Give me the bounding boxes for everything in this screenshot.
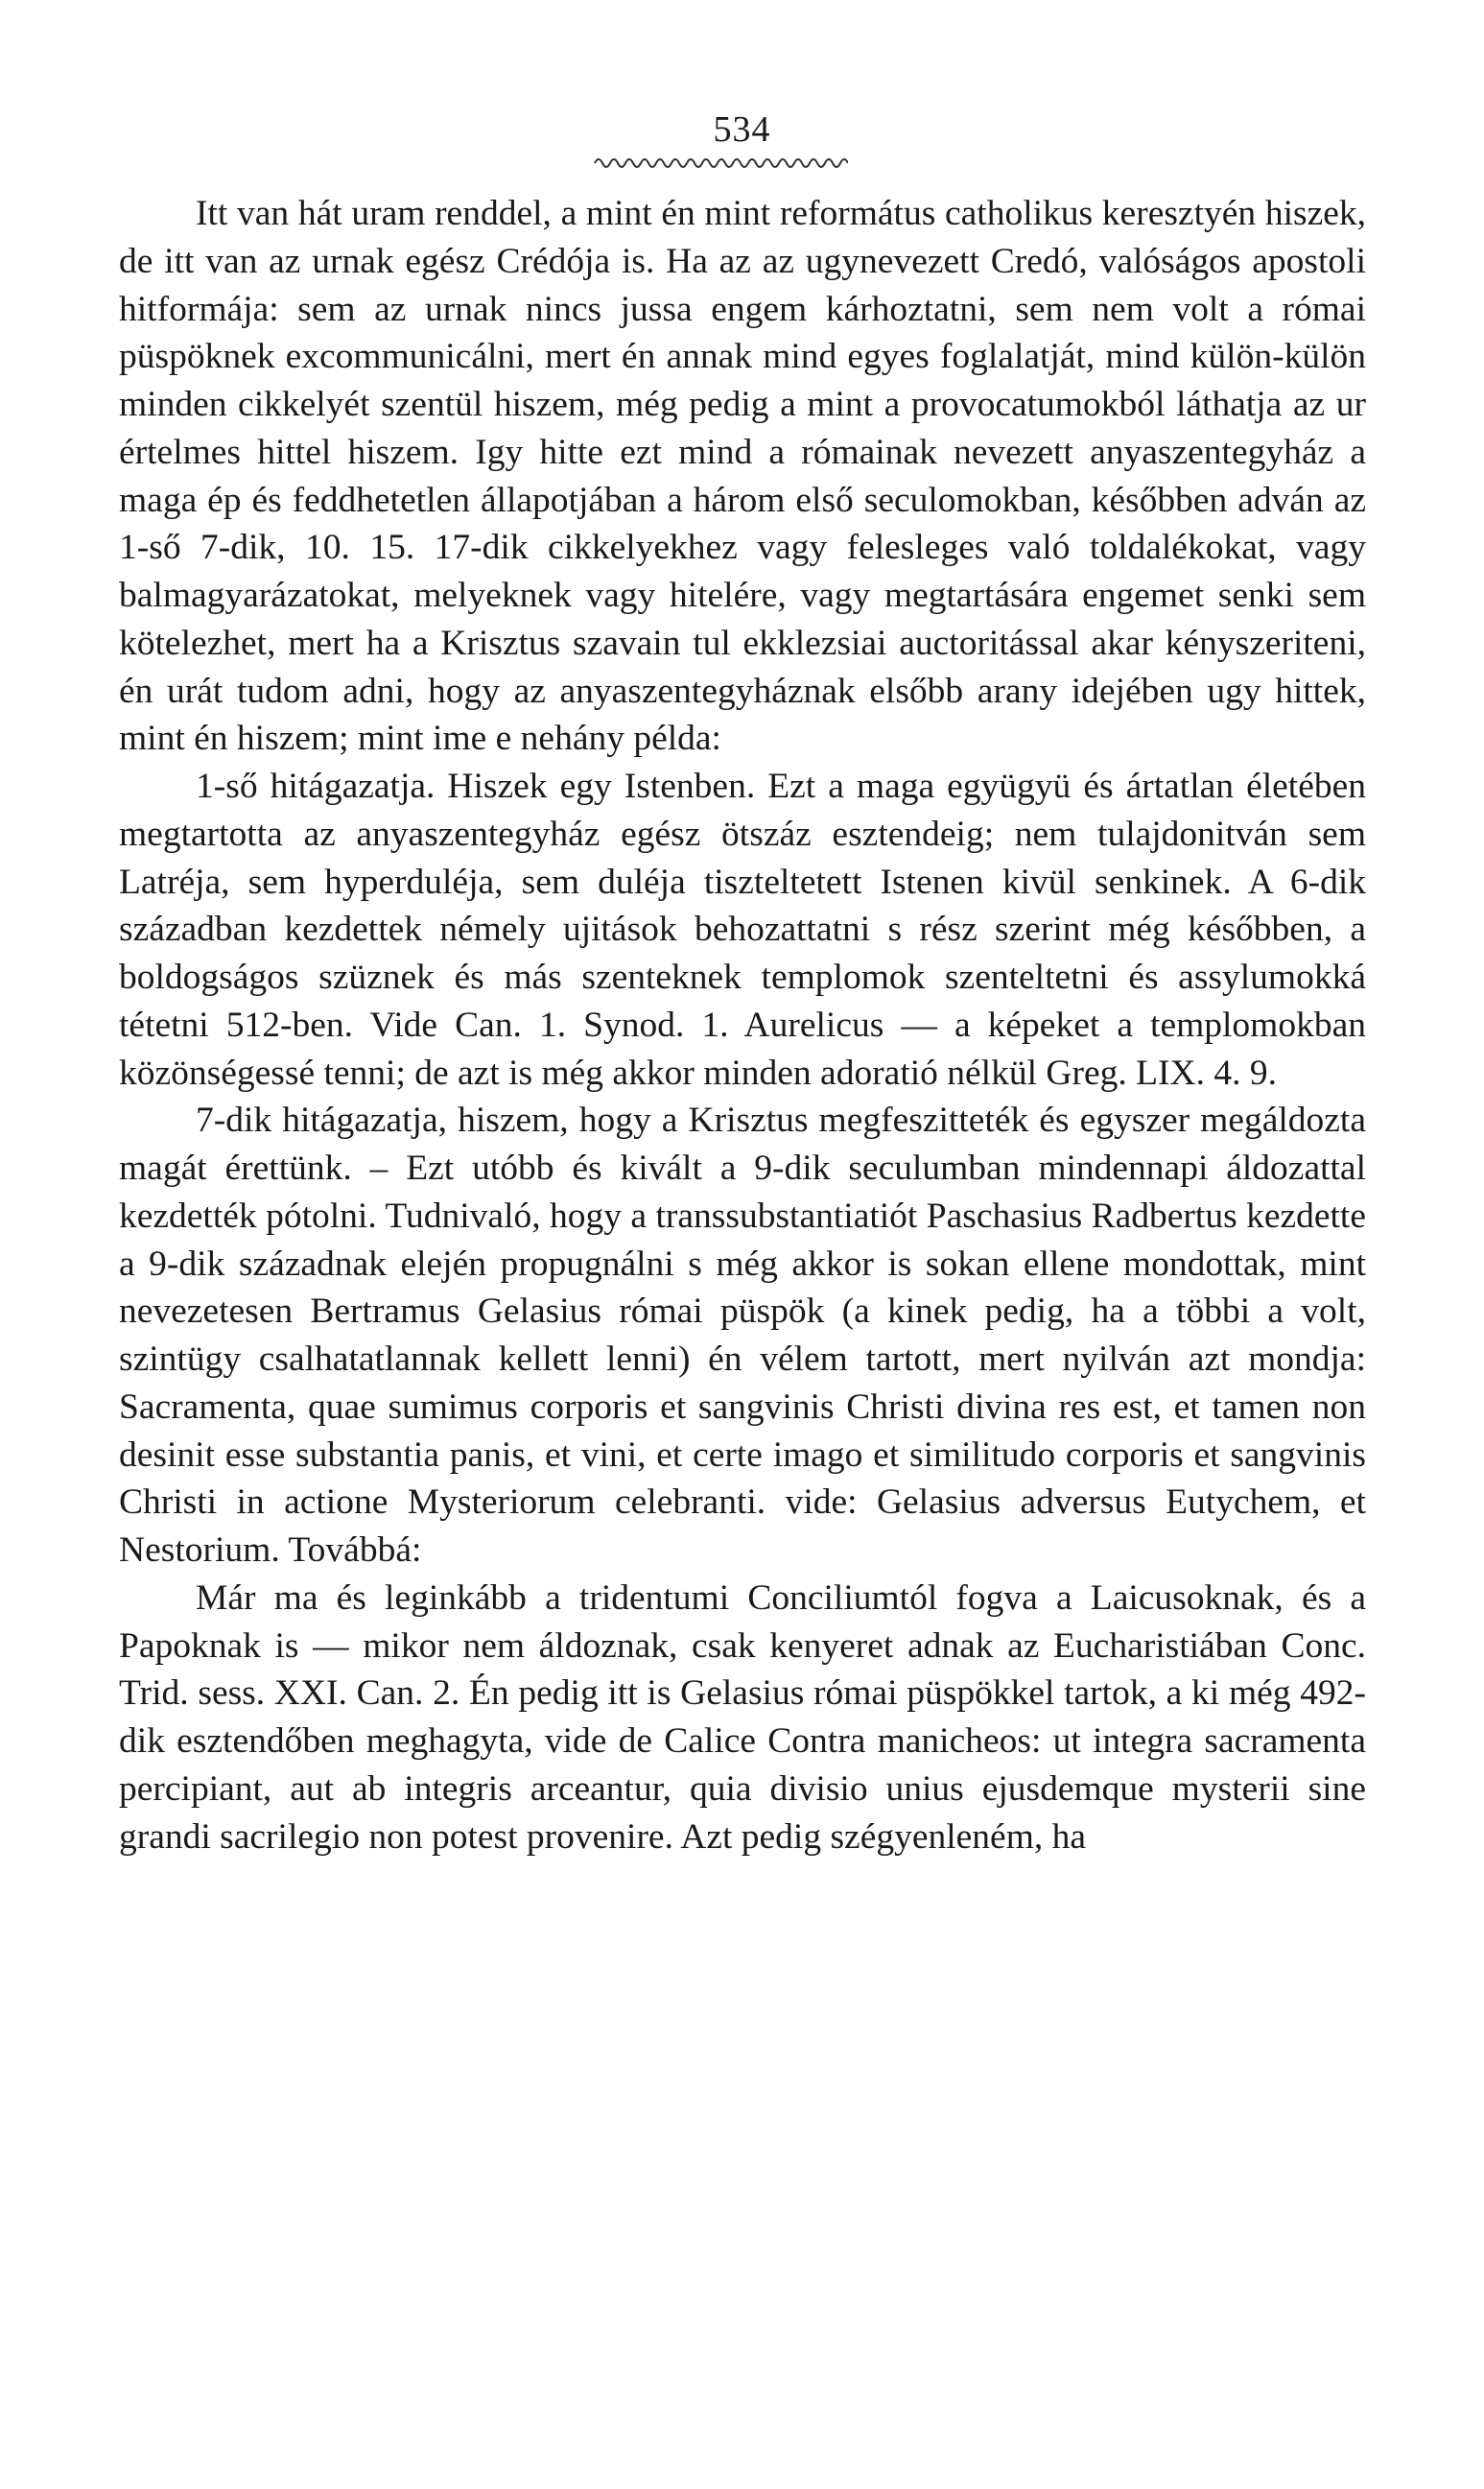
page-number: 534 xyxy=(713,109,771,150)
wavy-rule-ornament xyxy=(593,154,848,171)
main-text xyxy=(119,190,1366,1861)
paragraph-1: Itt van hát uram renddel, a mint én mint református catholikus keresztyén hiszek, de itt van az urnak egész Crédója is. Ha az az ugynevezett Credó, valóságos apostoli hitformája: sem az urnak nincs jussa engem kárhoztatni, sem nem volt a római püspöknek excommunicálni, mert én annak mind egyes foglalatját, mind külön-külön minden cikkelyét szentül hiszem, még pedig a mint a provocatumokból láthatja az ur értelmes hittel hiszem. Igy hitte ezt mind a rómainak nevezett anyaszentegyház a maga ép és feddhetetlen állapotjában a három első seculomokban, későbben adván az 1-ső 7-dik, 10. 15. 17-dik cikkelyekhez vagy felesleges való toldalékokat, vagy balmagyarázatokat, melyeknek vagy hitelére, vagy megtartására engemet senki sem kötelezhet, mert ha a Krisztus szavain tul ekklezsiai auctoritással akar kényszeriteni, én urát tudom adni, hogy az anyaszentegyháznak elsőbb arany idejében ugy hittek, mint én hiszem; mint ime e nehány példa: xyxy=(119,194,1366,759)
paragraph-3: 7-dik hitágazatja, hiszem, hogy a Krisztus megfeszitteték és egyszer megáldozta magát érettünk. – Ezt utóbb és kivált a 9-dik seculumban mindennapi áldozattal kezdették pótolni. Tudnivaló, hogy a transsubstantiatiót Paschasius Radbertus kezdette a 9-dik századnak elején propugnálni s még akkor is sokan ellene mondottak, mint nevezetesen Bertramus Gelasius római püspök (a kinek pedig, ha a többi a volt, szintügy csalhatatlannak kellett lenni) én vélem tartott, mert nyilván azt mondja: Sacramenta, quae sumimus corporis et sangvinis Christi divina res est, et tamen non desinit esse substantia panis, et vini, et certe imago et similitudo corporis et sangvinis Christi in actione Mysteriorum celebranti. vide: Gelasius adversus Eutychem, et Nestorium. Továbbá: xyxy=(119,1101,1366,1570)
paragraph-4: Már ma és leginkább a tridentumi Conciliumtól fogva a Laicusoknak, és a Papoknak is — mikor nem áldoznak, csak kenyeret adnak az Eucharistiában Conc. Trid. sess. XXI. Can. 2. Én pedig itt is Gelasius római püspökkel tartok, a ki még 492-dik esztendőben meghagyta, vide de Calice Contra manicheos: ut integra sacramenta percipiant, aut ab integris arceantur, quia divisio unius ejusdemque mysterii sine grandi sacrilegio non potest provenire. Azt pedig szégyenleném, ha xyxy=(119,1577,1366,1857)
paragraph-2: 1-ső hitágazatja. Hiszek egy Istenben. Ezt a maga együgyü és ártatlan életében megtartotta az anyaszentegyház egész ötszáz esztendeig; nem tulajdonitván sem Latréja, sem hyperduléja, sem duléja tiszteltetett Istenen kivül senkinek. A 6-dik században kezdettek némely ujitások behozattatni s rész szerint még későbben, a boldogságos szüznek és más szenteknek templomok szenteltetni és assylumokká tétetni 512-ben. Vide Can. 1. Synod. 1. Aurelicus — a képeket a templomokban közönségessé tenni; de azt is még akkor minden adoratió nélkül Greg. LIX. 4. 9. xyxy=(119,767,1366,1093)
